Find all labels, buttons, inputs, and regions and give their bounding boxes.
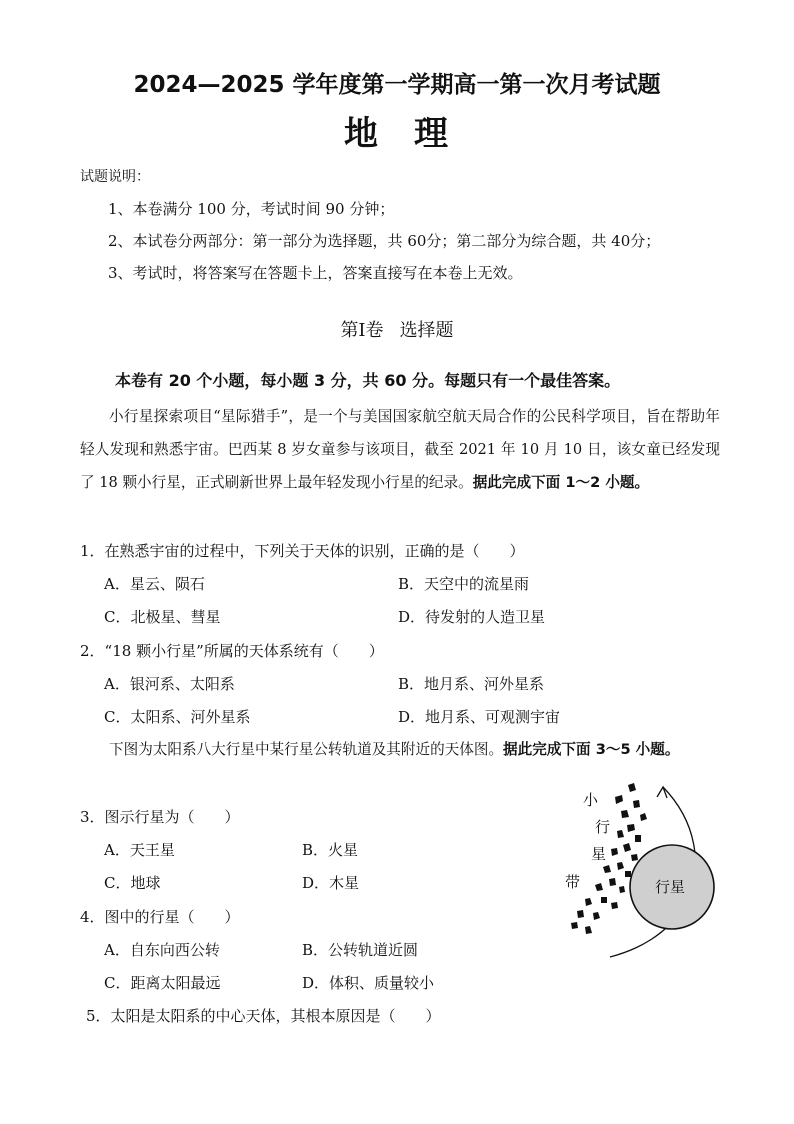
q4-option-c[interactable]: C．距离太阳最远	[104, 974, 221, 992]
q1-option-a[interactable]: A．星云、陨石	[104, 575, 205, 593]
question-1: 1．在熟悉宇宙的过程中，下列关于天体的识别，正确的是（ ）	[80, 542, 525, 560]
q2-option-c[interactable]: C．太阳系、河外星系	[104, 708, 251, 726]
q4-option-d[interactable]: D．体积、质量较小	[302, 974, 435, 992]
belt-label-char-3: 星	[591, 845, 607, 863]
q4-option-a[interactable]: A．自东向西公转	[104, 941, 220, 959]
orbit-arrow-icon	[657, 787, 667, 798]
notes-heading: 试题说明：	[80, 169, 150, 185]
section-title	[0, 316, 794, 342]
asteroid-belt-figure	[555, 775, 725, 960]
subject-title	[0, 106, 794, 155]
note-item: 3、考试时，将答案写在答题卡上，答案直接写在本卷上无效。	[108, 264, 523, 282]
q4-option-b[interactable]: B．公转轨道近圆	[302, 941, 419, 959]
q3-option-a[interactable]: A．天王星	[104, 841, 175, 859]
question-5: 5．太阳是太阳系的中心天体，其根本原因是（ ）	[86, 1007, 441, 1025]
passage-1-prompt: 据此完成下面 1～2 小题。	[472, 474, 650, 491]
q1-option-b[interactable]: B．天空中的流星雨	[398, 575, 530, 593]
note-item: 1、本卷满分 100 分，考试时间 90 分钟；	[108, 200, 395, 218]
passage-2-prompt: 据此完成下面 3～5 小题。	[503, 741, 680, 758]
question-2: 2．“18 颗小行星”所属的天体系统有（ ）	[80, 642, 384, 660]
q1-option-c[interactable]: C．北极星、彗星	[104, 608, 221, 626]
question-3: 3．图示行星为（ ）	[80, 808, 240, 826]
belt-label-char-1: 小	[583, 791, 599, 809]
belt-label-char-2: 行	[595, 818, 611, 836]
q2-option-a[interactable]: A．银河系、太阳系	[104, 675, 235, 693]
q3-option-d[interactable]: D．木星	[302, 874, 360, 892]
note-item: 2、本试卷分两部分：第一部分为选择题，共 60分；第二部分为综合题，共 40分；	[108, 232, 661, 250]
q1-option-d[interactable]: D．待发射的人造卫星	[398, 608, 546, 626]
section-part: 第Ⅰ卷	[340, 320, 384, 341]
planet-label: 行星	[655, 878, 686, 896]
section-instruction: 本卷有 20 个小题，每小题 3 分，共 60 分。每题只有一个最佳答案。	[115, 371, 621, 390]
section-type: 选择题	[399, 320, 454, 341]
passage-2-text: 下图为太阳系八大行星中某行星公转轨道及其附近的天体图。	[109, 741, 504, 758]
passage-1-text: 小行星探索项目“星际猎手”，是一个与美国国家航空航天局合作的公民科学项目，旨在帮助年轻人发现和熟悉宇宙。巴西某 8 岁女童参与该项目，截至 2021 年 10 月 10 日，该女童已经发现了 18 颗小行星，正式刷新世界上最年轻发现小行星的纪录。	[80, 408, 720, 491]
q3-option-c[interactable]: C．地球	[104, 874, 161, 892]
q2-option-d[interactable]: D．地月系、可观测宇宙	[398, 708, 561, 726]
exam-title: 2024—2025 学年度第一学期高一第一次月考试题	[133, 72, 661, 98]
question-4: 4．图中的行星（ ）	[80, 908, 240, 926]
subject-char-1: 地	[344, 114, 380, 154]
subject-char-2: 理	[414, 114, 450, 154]
passage-1	[80, 400, 720, 499]
belt-label-char-4: 带	[565, 873, 581, 891]
passage-2	[80, 733, 720, 766]
q2-option-b[interactable]: B．地月系、河外星系	[398, 675, 545, 693]
q3-option-b[interactable]: B．火星	[302, 841, 359, 859]
